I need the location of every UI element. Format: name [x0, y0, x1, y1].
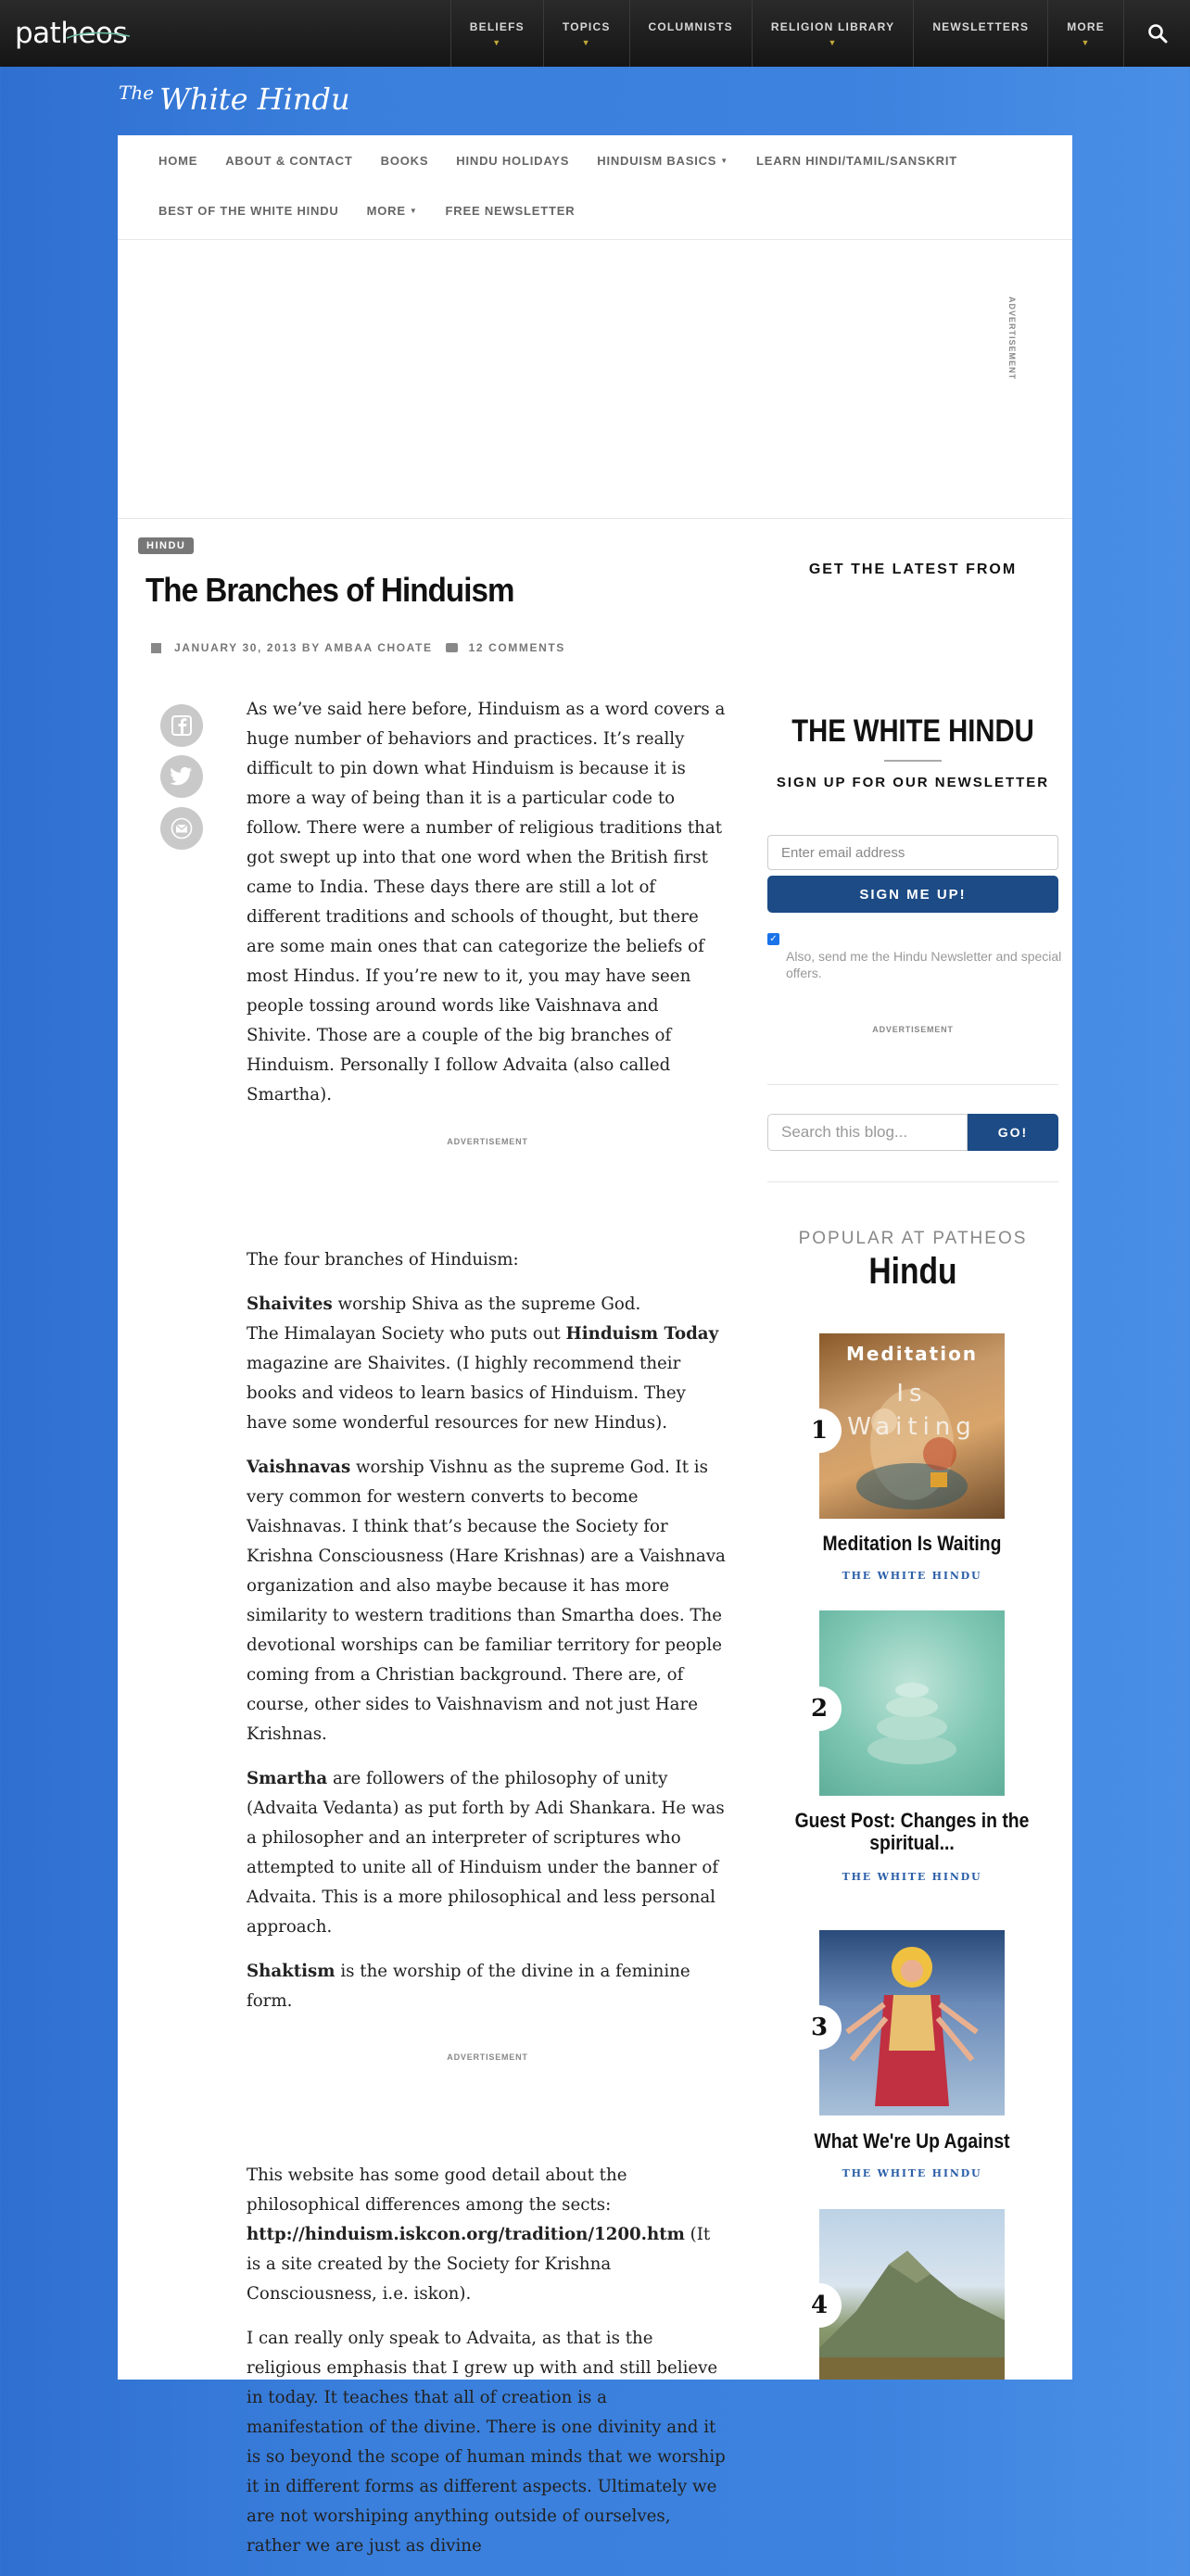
subnav-item-best-of-the-white-hindu[interactable]: [158, 204, 339, 218]
share-email-button[interactable]: [160, 807, 203, 850]
post-title: The Branches of Hinduism: [146, 571, 514, 609]
popular-title-3[interactable]: What We're Up Against: [814, 2129, 1010, 2153]
blog-search: [767, 1114, 1058, 1151]
nav-item-label: MORE: [1067, 20, 1105, 33]
subnav-item-about-contact[interactable]: [225, 154, 352, 168]
popular-source-1[interactable]: THE WHITE HINDU: [842, 1570, 982, 1582]
article-text: is the worship of the divine in a feminine form.: [247, 1962, 690, 2011]
article-body: [247, 695, 728, 2576]
subnav-item-hindu-holidays[interactable]: [456, 154, 569, 168]
article-paragraph: As we’ve said here before, Hinduism as a word covers a huge number of behaviors and practices. It’s really difficult to pin down what Hinduism is because it is more a way of being than it is a particular code to follow. There were a number of religious traditions that got swept up into that one word when the British first came to India. These days there are still a lot of different traditions and schools of thought, but there are some main ones that can categorize the beliefs of most Hindus. If you’re new to it, you may have seen people tossing around words like Vaishnava and Shivite. Those are a couple of the big branches of Hinduism. Personally I follow Advaita (also called Smartha).: [247, 700, 726, 1105]
rank-badge: 4: [797, 2283, 842, 2328]
nav-item-beliefs[interactable]: [450, 0, 543, 67]
offers-checkbox[interactable]: ✓: [767, 933, 779, 945]
divider: [767, 1181, 1058, 1182]
post-date-author[interactable]: JANUARY 30, 2013 BY AMBAA CHOATE: [174, 641, 433, 654]
top-advertisement[interactable]: [118, 241, 1072, 519]
subnav-item-label: FREE NEWSLETTER: [445, 204, 576, 218]
subnav-item-label: HINDUISM BASICS: [597, 154, 717, 168]
article-text: This website has some good detail about the philosophical differences among the sects:: [247, 2166, 627, 2215]
post-meta: [151, 641, 565, 654]
signup-button[interactable]: SIGN ME UP!: [767, 876, 1058, 913]
logo-swoosh-icon: [65, 30, 132, 43]
blog-title[interactable]: [119, 82, 350, 117]
article-text: worship Shiva as the supreme God.: [332, 1294, 641, 1314]
share-facebook-button[interactable]: [160, 704, 203, 747]
subnav-item-label: BEST OF THE WHITE HINDU: [158, 204, 339, 218]
popular-title: Hindu: [868, 1251, 957, 1292]
popular-kicker: POPULAR AT PATHEOS: [798, 1229, 1028, 1248]
sidebar-ad-label: ADVERTISEMENT: [872, 1025, 954, 1034]
popular-thumb-3[interactable]: [819, 1930, 1005, 2115]
chevron-down-icon: ▼: [581, 38, 591, 47]
subnav-row-2: [158, 204, 602, 218]
chevron-down-icon: ▼: [1081, 38, 1091, 47]
comment-icon: [446, 643, 458, 652]
subnav-item-label: HINDU HOLIDAYS: [456, 154, 570, 168]
offers-checkbox-label: Also, send me the Hindu Newsletter and special offers.: [786, 949, 1062, 980]
share-twitter-button[interactable]: [160, 755, 203, 798]
article-text: are followers of the philosophy of unity (Advaita Vedanta) as put forth by Adi Shankara. He was a philosopher and an interpreter of scriptures who attempted to unite all of Hinduism under the banner of Advaita. This is a more philosophical and less personal approach.: [247, 1769, 725, 1937]
subnav-item-label: MORE: [366, 204, 406, 218]
thumb-text-line: Waiting: [847, 1413, 977, 1441]
nav-item-more[interactable]: [1047, 0, 1123, 67]
nav-item-religion-library[interactable]: [752, 0, 913, 67]
subnav-item-books[interactable]: [381, 154, 429, 168]
subnav-item-free-newsletter[interactable]: [446, 204, 576, 218]
newsletter-subtitle: SIGN UP FOR OUR NEWSLETTER: [776, 775, 1050, 790]
article-paragraph: I can really only speak to Advaita, as that is the religious emphasis that I grew up with and still believe in today. It teaches that all of creation is a manifestation of the divine. There is one divinity and it is so beyond the scope of human minds that we worship it in different forms as different aspects. Ultimately we are not worshiping anything outside of ourselves, rather we are just as divine: [247, 2329, 726, 2556]
facebook-icon: [171, 714, 193, 737]
search-icon: [1147, 23, 1168, 44]
nav-item-label: TOPICS: [562, 20, 611, 33]
caret-down-icon: ▼: [409, 207, 418, 215]
subnav-item-home[interactable]: [158, 154, 197, 168]
caret-down-icon: ▼: [720, 157, 728, 165]
blog-title-main: White Hindu: [159, 82, 350, 117]
stacked-stones-image: [819, 1610, 1005, 1796]
term-shaktism: Shaktism: [247, 1962, 335, 1981]
nav-item-newsletters[interactable]: [913, 0, 1047, 67]
article-paragraph-website: [247, 2161, 728, 2309]
email-input[interactable]: Enter email address: [767, 835, 1058, 870]
newsletter-kicker: GET THE LATEST FROM: [808, 562, 1018, 577]
subnav-item-hinduism-basics[interactable]: [597, 154, 728, 168]
article-paragraph-vaishnavas: [247, 1453, 728, 1749]
nav-item-columnists[interactable]: [629, 0, 752, 67]
thumb-text-line: Is: [896, 1380, 928, 1408]
hinduism-today-title: Hinduism Today: [565, 1324, 719, 1344]
search-button[interactable]: [1123, 0, 1190, 67]
article-text: (It is a site created by the Society for Krishna Consciousness, i.e. iskon).: [247, 2225, 711, 2304]
term-shaivites: Shaivites: [247, 1294, 333, 1314]
article-text: magazine are Shaivites. (I highly recommend their books and videos to learn basics of Hinduism. They have some wonderful resources for new Hindus).: [247, 1354, 686, 1433]
patheos-logo[interactable]: patheos: [15, 17, 128, 50]
article-text: worship Vishnu as the supreme God. It is very common for western converts to become Vaishnavas. I think that’s because the Society for Krishna Consciousness (Hare Krishnas) are a Vaishnava organization and also maybe because it has more similarity to western traditions than Smartha does. The devotional worships can be familiar territory for people coming from a Christian background. There are, of course, other sides to Vaishnavism and not just Hare Krishnas.: [247, 1458, 726, 1744]
nav-item-label: NEWSLETTERS: [932, 20, 1030, 33]
subnav-item-label: ABOUT & CONTACT: [225, 154, 353, 168]
chevron-down-icon: ▼: [828, 38, 838, 47]
subnav-item-label: LEARN HINDI/TAMIL/SANSKRIT: [756, 154, 957, 168]
nav-item-label: COLUMNISTS: [648, 20, 733, 33]
newsletter-title: THE WHITE HINDU: [791, 713, 1034, 749]
goddess-image: [819, 1930, 1005, 2115]
divider: [767, 1084, 1058, 1085]
main-nav: [450, 0, 1123, 67]
subnav-item-learn-hindi-tamil-sanskrit[interactable]: [756, 154, 957, 168]
term-vaishnavas: Vaishnavas: [247, 1458, 351, 1477]
popular-title-2[interactable]: Guest Post: Changes in the spiritual...: [794, 1809, 1030, 1854]
article-paragraph: The four branches of Hinduism:: [247, 1250, 519, 1269]
chevron-down-icon: ▼: [492, 38, 502, 47]
article-paragraph-shaivites: [247, 1290, 728, 1438]
popular-thumb-1[interactable]: [819, 1333, 1005, 1519]
site-header: [0, 0, 1190, 67]
ad-label: ADVERTISEMENT: [1007, 296, 1017, 380]
iskcon-link[interactable]: http://hinduism.iskcon.org/tradition/1200.htm: [247, 2225, 685, 2244]
subnav-item-label: HOME: [158, 154, 198, 168]
popular-thumb-2[interactable]: [819, 1610, 1005, 1796]
thumb-text-line: Meditation: [845, 1343, 979, 1365]
rank-badge: 3: [797, 2005, 842, 2050]
article-paragraph-shaktism: [247, 1957, 728, 2016]
popular-thumb-4[interactable]: [819, 2209, 1005, 2380]
nav-item-topics[interactable]: [543, 0, 629, 67]
popular-title-1[interactable]: Meditation Is Waiting: [822, 1532, 1002, 1555]
subnav-item-more[interactable]: [367, 204, 418, 218]
calendar-icon: [151, 643, 161, 653]
inline-ad-label: ADVERTISEMENT: [447, 1137, 528, 1146]
subnav-row-1: [158, 154, 985, 168]
nav-item-label: BELIEFS: [469, 20, 525, 33]
blog-title-the: The: [119, 82, 155, 104]
category-badge[interactable]: HINDU: [138, 537, 194, 554]
subnav-item-label: BOOKS: [380, 154, 429, 168]
divider: [884, 760, 942, 762]
blog-subnav: [118, 135, 1072, 240]
mountain-image: [819, 2209, 1005, 2380]
email-icon: [171, 817, 193, 840]
inline-ad-label: ADVERTISEMENT: [447, 2052, 528, 2062]
article-paragraph-smartha: [247, 1764, 728, 1942]
rank-badge: 2: [797, 1686, 842, 1731]
twitter-icon: [171, 766, 193, 787]
rank-badge: 1: [797, 1408, 842, 1453]
post-comments-link[interactable]: 12 COMMENTS: [468, 641, 565, 654]
blog-search-input[interactable]: Search this blog...: [767, 1114, 968, 1151]
popular-source-3[interactable]: THE WHITE HINDU: [842, 2167, 982, 2179]
nav-item-label: RELIGION LIBRARY: [770, 20, 895, 33]
term-smartha: Smartha: [247, 1769, 328, 1788]
blog-search-go-button[interactable]: GO!: [968, 1114, 1058, 1151]
article-text: The Himalayan Society who puts out: [247, 1324, 566, 1344]
popular-source-2[interactable]: THE WHITE HINDU: [842, 1871, 982, 1883]
